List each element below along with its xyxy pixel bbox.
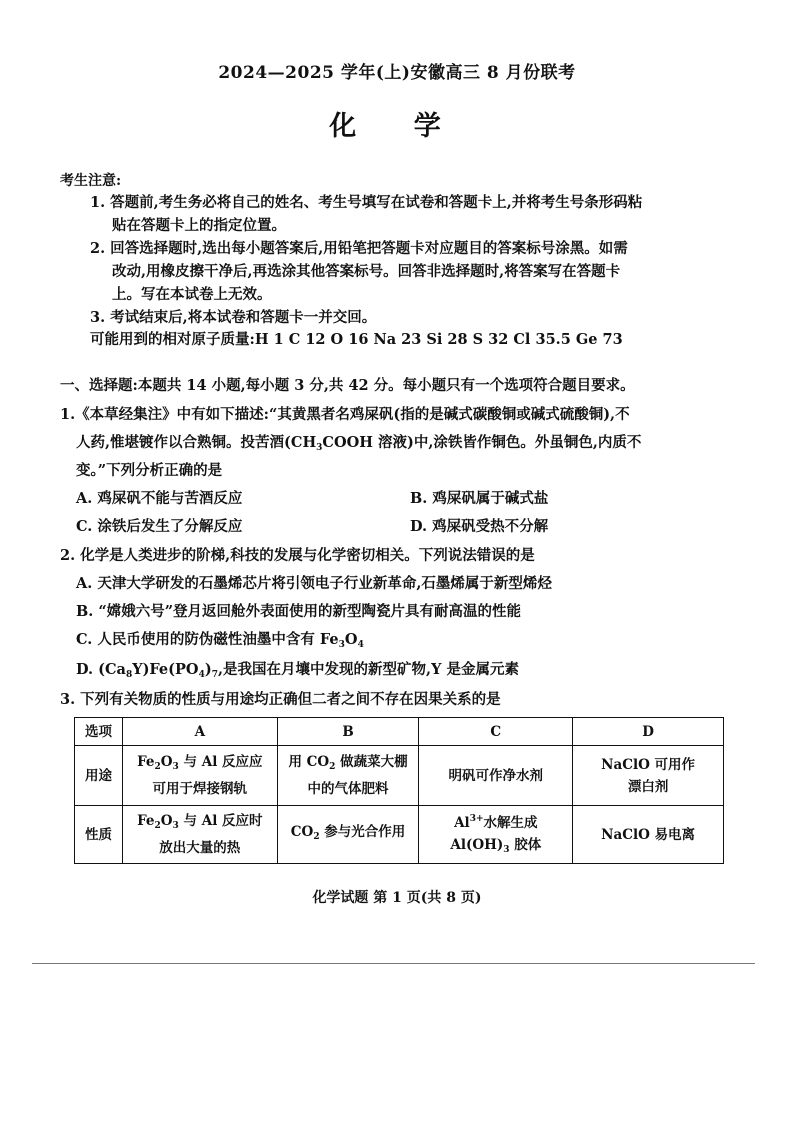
q1-option-b: B. 鸡屎矾属于碱式盐 — [410, 490, 549, 507]
q1-stem-line1: 1.《本草经集注》中有如下描述:“其黄黑者名鸡屎矾(指的是碱式碳酸铜或碱式硫酸铜),不 — [60, 406, 630, 423]
table-row-property — [75, 806, 724, 864]
notice-item-1: 1. 答题前,考生务必将自己的姓名、考生号填写在试卷和答题卡上,并将考生号条形码粘 — [90, 194, 643, 211]
use-b: 用 $CO_2$ 做蔬菜大棚 中的气体肥料 — [277, 746, 419, 806]
page-footer: 化学试题 第 1 页(共 8 页) — [312, 890, 482, 906]
table-header-cell: B — [277, 718, 419, 746]
table-row-use — [75, 746, 724, 806]
atomic-masses: 可能用到的相对原子质量:H 1 C 12 O 16 Na 23 Si 28 S 32 Cl 35.5 Ge 73 — [90, 331, 623, 348]
q1-option-d: D. 鸡屎矾受热不分解 — [410, 518, 549, 535]
page-divider — [32, 963, 755, 964]
section-heading: 一、选择题:本题共 14 小题,每小题 3 分,共 42 分。每小题只有一个选项符合题目要求。 — [60, 377, 635, 394]
q1-option-c: C. 涂铁后发生了分解反应 — [76, 518, 243, 535]
prop-d: NaClO 易电离 — [573, 806, 724, 864]
prop-c: $Al^{3+}$水解生成 $Al(OH)_3$ 胶体 — [419, 806, 573, 864]
use-d: NaClO 可用作 漂白剂 — [573, 746, 724, 806]
table-header-cell: 选项 — [75, 718, 123, 746]
notice-item-2-cont: 改动,用橡皮擦干净后,再选涂其他答案标号。回答非选择题时,将答案写在答题卡 — [112, 263, 621, 280]
use-a: $Fe_2O_3$ 与 Al 反应应 可用于焊接钢轨 — [122, 746, 277, 806]
notice-title: 考生注意: — [60, 173, 122, 189]
use-c: 明矾可作净水剂 — [419, 746, 573, 806]
notice-item-2: 2. 回答选择题时,选出每小题答案后,用铅笔把答题卡对应题目的答案标号涂黑。如需 — [90, 240, 628, 257]
exam-header: 2024—2025 学年(上)安徽高三 8 月份联考 — [218, 63, 576, 83]
q2-stem: 2. 化学是人类进步的阶梯,科技的发展与化学密切相关。下列说法错误的是 — [60, 547, 535, 564]
q2-option-b: B. “嫦娥六号”登月返回舱外表面使用的新型陶瓷片具有耐高温的性能 — [76, 603, 522, 620]
subject-title: 化 学 — [329, 111, 465, 142]
q2-option-d: D. $(Ca_8Y)Fe(PO_4)_7$,是我国在月壤中发现的新型矿物,Y 是金属元素 — [76, 661, 519, 680]
notice-item-2-cont2: 上。写在本试卷上无效。 — [112, 286, 272, 303]
notice-item-3: 3. 考试结束后,将本试卷和答题卡一并交回。 — [90, 309, 377, 326]
prop-b: $CO_2$ 参与光合作用 — [277, 806, 419, 864]
notice-item-1-cont: 贴在答题卡上的指定位置。 — [112, 217, 286, 234]
row-label-property: 性质 — [75, 806, 123, 864]
table-header-cell: C — [419, 718, 573, 746]
q1-stem-line2: 人药,惟堪镀作以合熟铜。投苦酒($CH_3COOH$ 溶液)中,涂铁皆作铜色。外虽铜色,内质不 — [76, 434, 642, 453]
q3-stem: 3. 下列有关物质的性质与用途均正确但二者之间不存在因果关系的是 — [60, 691, 501, 708]
q3-options-table — [74, 717, 724, 864]
q2-option-a: A. 天津大学研发的石墨烯芯片将引领电子行业新革命,石墨烯属于新型烯烃 — [76, 575, 552, 592]
q2-option-c: C. 人民币使用的防伪磁性油墨中含有 $Fe_3O_4$ — [76, 631, 364, 650]
table-header-cell: A — [122, 718, 277, 746]
q1-stem-line3: 变。”下列分析正确的是 — [76, 462, 223, 479]
row-label-use: 用途 — [75, 746, 123, 806]
prop-a: $Fe_2O_3$ 与 Al 反应时 放出大量的热 — [122, 806, 277, 864]
q1-option-a: A. 鸡屎矾不能与苦酒反应 — [76, 490, 243, 507]
table-header-cell: D — [573, 718, 724, 746]
table-header-row — [75, 718, 724, 746]
